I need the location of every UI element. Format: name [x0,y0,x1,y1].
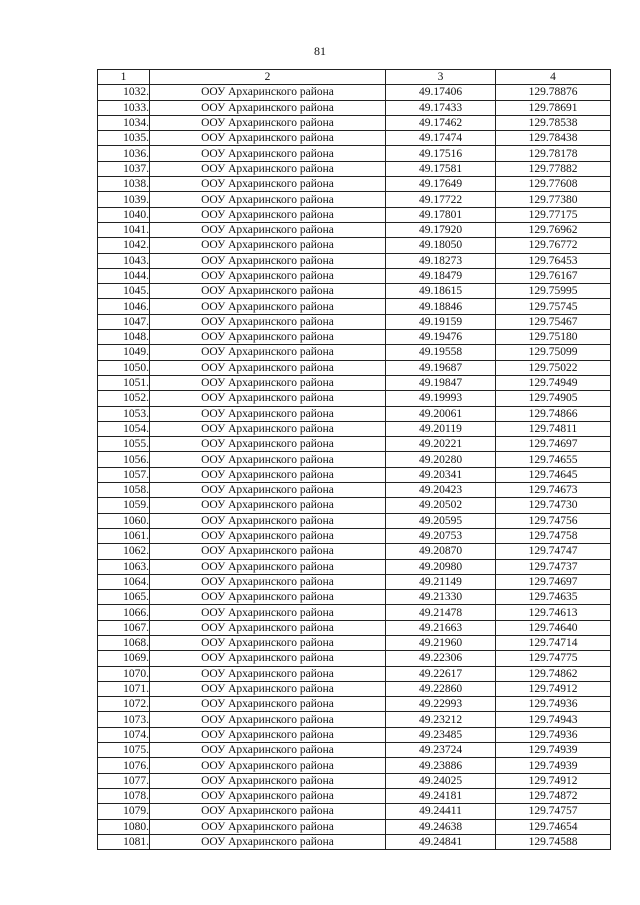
row-number-cell: 1037. [98,161,150,176]
table-row [98,743,611,758]
owner-name-cell: ООУ Архаринского района [150,574,386,589]
table-row [98,268,611,283]
latitude-cell: 49.21960 [386,635,496,650]
owner-name-cell: ООУ Архаринского района [150,222,386,237]
owner-name-cell: ООУ Архаринского района [150,146,386,161]
owner-name-cell: ООУ Архаринского района [150,299,386,314]
longitude-cell: 129.74939 [496,758,611,773]
longitude-cell: 129.75467 [496,314,611,329]
table-row [98,498,611,513]
latitude-cell: 49.17433 [386,100,496,115]
table-row [98,513,611,528]
table-row [98,207,611,222]
owner-name-cell: ООУ Архаринского района [150,360,386,375]
latitude-cell: 49.22860 [386,681,496,696]
row-number-cell: 1039. [98,192,150,207]
longitude-cell: 129.74758 [496,528,611,543]
latitude-cell: 49.17516 [386,146,496,161]
owner-name-cell: ООУ Архаринского района [150,131,386,146]
latitude-cell: 49.17462 [386,115,496,130]
table-row [98,177,611,192]
latitude-cell: 49.23485 [386,727,496,742]
owner-name-cell: ООУ Архаринского района [150,452,386,467]
table-row [98,605,611,620]
table-row [98,406,611,421]
latitude-cell: 49.21149 [386,574,496,589]
longitude-cell: 129.74757 [496,804,611,819]
table-row [98,804,611,819]
row-number-cell: 1080. [98,819,150,834]
row-number-cell: 1062. [98,544,150,559]
table-row [98,758,611,773]
longitude-cell: 129.77608 [496,177,611,192]
row-number-cell: 1036. [98,146,150,161]
table-row [98,712,611,727]
table-row [98,528,611,543]
table-row [98,146,611,161]
owner-name-cell: ООУ Архаринского района [150,773,386,788]
longitude-cell: 129.74737 [496,559,611,574]
longitude-cell: 129.74905 [496,391,611,406]
row-number-cell: 1063. [98,559,150,574]
table-row [98,574,611,589]
row-number-cell: 1079. [98,804,150,819]
table-row [98,284,611,299]
longitude-cell: 129.74635 [496,590,611,605]
latitude-cell: 49.19847 [386,375,496,390]
longitude-cell: 129.75745 [496,299,611,314]
table-row [98,635,611,650]
table-row [98,100,611,115]
latitude-cell: 49.21663 [386,620,496,635]
latitude-cell: 49.18479 [386,268,496,283]
latitude-cell: 49.17474 [386,131,496,146]
longitude-cell: 129.74862 [496,666,611,681]
row-number-cell: 1078. [98,788,150,803]
longitude-cell: 129.78691 [496,100,611,115]
table-row [98,834,611,849]
table-row [98,222,611,237]
table-row [98,788,611,803]
latitude-cell: 49.20061 [386,406,496,421]
row-number-cell: 1057. [98,467,150,482]
row-number-cell: 1071. [98,681,150,696]
longitude-cell: 129.74640 [496,620,611,635]
table-row [98,620,611,635]
table-row [98,819,611,834]
table-row [98,421,611,436]
latitude-cell: 49.18615 [386,284,496,299]
owner-name-cell: ООУ Архаринского района [150,620,386,635]
owner-name-cell: ООУ Архаринского района [150,406,386,421]
latitude-cell: 49.22306 [386,651,496,666]
row-number-cell: 1072. [98,697,150,712]
row-number-cell: 1061. [98,528,150,543]
table-row [98,697,611,712]
owner-name-cell: ООУ Архаринского района [150,788,386,803]
table-row [98,727,611,742]
latitude-cell: 49.17722 [386,192,496,207]
longitude-cell: 129.74912 [496,773,611,788]
table-row [98,253,611,268]
owner-name-cell: ООУ Архаринского района [150,207,386,222]
owner-name-cell: ООУ Архаринского района [150,651,386,666]
owner-name-cell: ООУ Архаринского района [150,375,386,390]
owner-name-cell: ООУ Архаринского района [150,819,386,834]
table-row [98,299,611,314]
latitude-cell: 49.24181 [386,788,496,803]
latitude-cell: 49.21330 [386,590,496,605]
owner-name-cell: ООУ Архаринского района [150,559,386,574]
owner-name-cell: ООУ Архаринского района [150,284,386,299]
table-row [98,681,611,696]
latitude-cell: 49.24025 [386,773,496,788]
owner-name-cell: ООУ Архаринского района [150,498,386,513]
owner-name-cell: ООУ Архаринского района [150,666,386,681]
row-number-cell: 1067. [98,620,150,635]
latitude-cell: 49.20595 [386,513,496,528]
row-number-cell: 1066. [98,605,150,620]
longitude-cell: 129.77882 [496,161,611,176]
row-number-cell: 1058. [98,483,150,498]
table-row [98,391,611,406]
table-row [98,330,611,345]
owner-name-cell: ООУ Архаринского района [150,253,386,268]
row-number-cell: 1035. [98,131,150,146]
latitude-cell: 49.20341 [386,467,496,482]
latitude-cell: 49.20221 [386,437,496,452]
owner-name-cell: ООУ Архаринского района [150,192,386,207]
owner-name-cell: ООУ Архаринского района [150,834,386,849]
row-number-cell: 1046. [98,299,150,314]
longitude-cell: 129.78876 [496,85,611,100]
owner-name-cell: ООУ Архаринского района [150,100,386,115]
latitude-cell: 49.20753 [386,528,496,543]
row-number-cell: 1076. [98,758,150,773]
longitude-cell: 129.75022 [496,360,611,375]
table-row [98,131,611,146]
latitude-cell: 49.18846 [386,299,496,314]
owner-name-cell: ООУ Архаринского района [150,330,386,345]
latitude-cell: 49.20280 [386,452,496,467]
longitude-cell: 129.74697 [496,574,611,589]
longitude-cell: 129.74775 [496,651,611,666]
owner-name-cell: ООУ Архаринского района [150,544,386,559]
owner-name-cell: ООУ Архаринского района [150,238,386,253]
row-number-cell: 1050. [98,360,150,375]
longitude-cell: 129.74697 [496,437,611,452]
table-row [98,559,611,574]
longitude-cell: 129.74655 [496,452,611,467]
row-number-cell: 1053. [98,406,150,421]
owner-name-cell: ООУ Архаринского района [150,513,386,528]
table-row [98,85,611,100]
longitude-cell: 129.74673 [496,483,611,498]
latitude-cell: 49.19159 [386,314,496,329]
longitude-cell: 129.75995 [496,284,611,299]
latitude-cell: 49.24411 [386,804,496,819]
row-number-cell: 1033. [98,100,150,115]
row-number-cell: 1041. [98,222,150,237]
latitude-cell: 49.17581 [386,161,496,176]
owner-name-cell: ООУ Архаринского района [150,635,386,650]
latitude-cell: 49.20980 [386,559,496,574]
row-number-cell: 1048. [98,330,150,345]
latitude-cell: 49.18050 [386,238,496,253]
row-number-cell: 1070. [98,666,150,681]
table-row [98,161,611,176]
row-number-cell: 1038. [98,177,150,192]
row-number-cell: 1054. [98,421,150,436]
longitude-cell: 129.74613 [496,605,611,620]
owner-name-cell: ООУ Архаринского района [150,483,386,498]
row-number-cell: 1056. [98,452,150,467]
longitude-cell: 129.74936 [496,697,611,712]
row-number-cell: 1069. [98,651,150,666]
longitude-cell: 129.75180 [496,330,611,345]
latitude-cell: 49.23724 [386,743,496,758]
latitude-cell: 49.23886 [386,758,496,773]
table-row [98,590,611,605]
longitude-cell: 129.74588 [496,834,611,849]
table-row [98,375,611,390]
owner-name-cell: ООУ Архаринского района [150,528,386,543]
latitude-cell: 49.17920 [386,222,496,237]
latitude-cell: 49.21478 [386,605,496,620]
row-number-cell: 1077. [98,773,150,788]
row-number-cell: 1042. [98,238,150,253]
longitude-cell: 129.74747 [496,544,611,559]
latitude-cell: 49.20119 [386,421,496,436]
owner-name-cell: ООУ Архаринского района [150,268,386,283]
table-row [98,773,611,788]
longitude-cell: 129.76167 [496,268,611,283]
table-row [98,238,611,253]
table-row [98,360,611,375]
owner-name-cell: ООУ Архаринского района [150,590,386,605]
longitude-cell: 129.78538 [496,115,611,130]
longitude-cell: 129.74912 [496,681,611,696]
longitude-cell: 129.74811 [496,421,611,436]
table-row [98,544,611,559]
owner-name-cell: ООУ Архаринского района [150,314,386,329]
row-number-cell: 1047. [98,314,150,329]
owner-name-cell: ООУ Архаринского района [150,605,386,620]
row-number-cell: 1049. [98,345,150,360]
row-number-cell: 1044. [98,268,150,283]
longitude-cell: 129.77175 [496,207,611,222]
latitude-cell: 49.19476 [386,330,496,345]
latitude-cell: 49.24841 [386,834,496,849]
longitude-cell: 129.77380 [496,192,611,207]
table-row [98,314,611,329]
row-number-cell: 1064. [98,574,150,589]
latitude-cell: 49.17649 [386,177,496,192]
row-number-cell: 1034. [98,115,150,130]
longitude-cell: 129.74939 [496,743,611,758]
owner-name-cell: ООУ Архаринского района [150,391,386,406]
latitude-cell: 49.22993 [386,697,496,712]
owner-name-cell: ООУ Архаринского района [150,345,386,360]
latitude-cell: 49.22617 [386,666,496,681]
longitude-cell: 129.74866 [496,406,611,421]
longitude-cell: 129.74943 [496,712,611,727]
table-row [98,192,611,207]
page-number: 81 [314,44,326,58]
longitude-cell: 129.75099 [496,345,611,360]
table-row [98,467,611,482]
row-number-cell: 1032. [98,85,150,100]
longitude-cell: 129.74872 [496,788,611,803]
table-body [98,85,611,850]
longitude-cell: 129.74645 [496,467,611,482]
table-row [98,115,611,130]
owner-name-cell: ООУ Архаринского района [150,758,386,773]
coordinates-table [97,69,611,850]
longitude-cell: 129.74714 [496,635,611,650]
longitude-cell: 129.74654 [496,819,611,834]
latitude-cell: 49.20870 [386,544,496,559]
latitude-cell: 49.19687 [386,360,496,375]
owner-name-cell: ООУ Архаринского района [150,161,386,176]
longitude-cell: 129.78438 [496,131,611,146]
longitude-cell: 129.74949 [496,375,611,390]
owner-name-cell: ООУ Архаринского района [150,85,386,100]
latitude-cell: 49.18273 [386,253,496,268]
longitude-cell: 129.76772 [496,238,611,253]
table-header [98,70,611,85]
longitude-cell: 129.74756 [496,513,611,528]
latitude-cell: 49.19558 [386,345,496,360]
row-number-cell: 1081. [98,834,150,849]
row-number-cell: 1043. [98,253,150,268]
owner-name-cell: ООУ Архаринского района [150,712,386,727]
latitude-cell: 49.19993 [386,391,496,406]
table-row [98,666,611,681]
row-number-cell: 1052. [98,391,150,406]
longitude-cell: 129.78178 [496,146,611,161]
owner-name-cell: ООУ Архаринского района [150,727,386,742]
header-col-4: 4 [496,70,611,85]
latitude-cell: 49.17406 [386,85,496,100]
owner-name-cell: ООУ Архаринского района [150,804,386,819]
longitude-cell: 129.76453 [496,253,611,268]
row-number-cell: 1059. [98,498,150,513]
owner-name-cell: ООУ Архаринского района [150,177,386,192]
table-row [98,651,611,666]
table-row [98,483,611,498]
owner-name-cell: ООУ Архаринского района [150,421,386,436]
row-number-cell: 1065. [98,590,150,605]
row-number-cell: 1073. [98,712,150,727]
latitude-cell: 49.23212 [386,712,496,727]
longitude-cell: 129.76962 [496,222,611,237]
table-row [98,452,611,467]
owner-name-cell: ООУ Архаринского района [150,437,386,452]
owner-name-cell: ООУ Архаринского района [150,743,386,758]
table-row [98,437,611,452]
latitude-cell: 49.17801 [386,207,496,222]
header-col-3: 3 [386,70,496,85]
row-number-cell: 1045. [98,284,150,299]
owner-name-cell: ООУ Архаринского района [150,697,386,712]
longitude-cell: 129.74730 [496,498,611,513]
header-row [98,70,611,85]
owner-name-cell: ООУ Архаринского района [150,115,386,130]
latitude-cell: 49.24638 [386,819,496,834]
header-col-2: 2 [150,70,386,85]
longitude-cell: 129.74936 [496,727,611,742]
row-number-cell: 1055. [98,437,150,452]
latitude-cell: 49.20423 [386,483,496,498]
row-number-cell: 1040. [98,207,150,222]
latitude-cell: 49.20502 [386,498,496,513]
row-number-cell: 1074. [98,727,150,742]
owner-name-cell: ООУ Архаринского района [150,467,386,482]
row-number-cell: 1075. [98,743,150,758]
owner-name-cell: ООУ Архаринского района [150,681,386,696]
row-number-cell: 1060. [98,513,150,528]
row-number-cell: 1068. [98,635,150,650]
row-number-cell: 1051. [98,375,150,390]
header-col-1: 1 [98,70,150,85]
table-row [98,345,611,360]
